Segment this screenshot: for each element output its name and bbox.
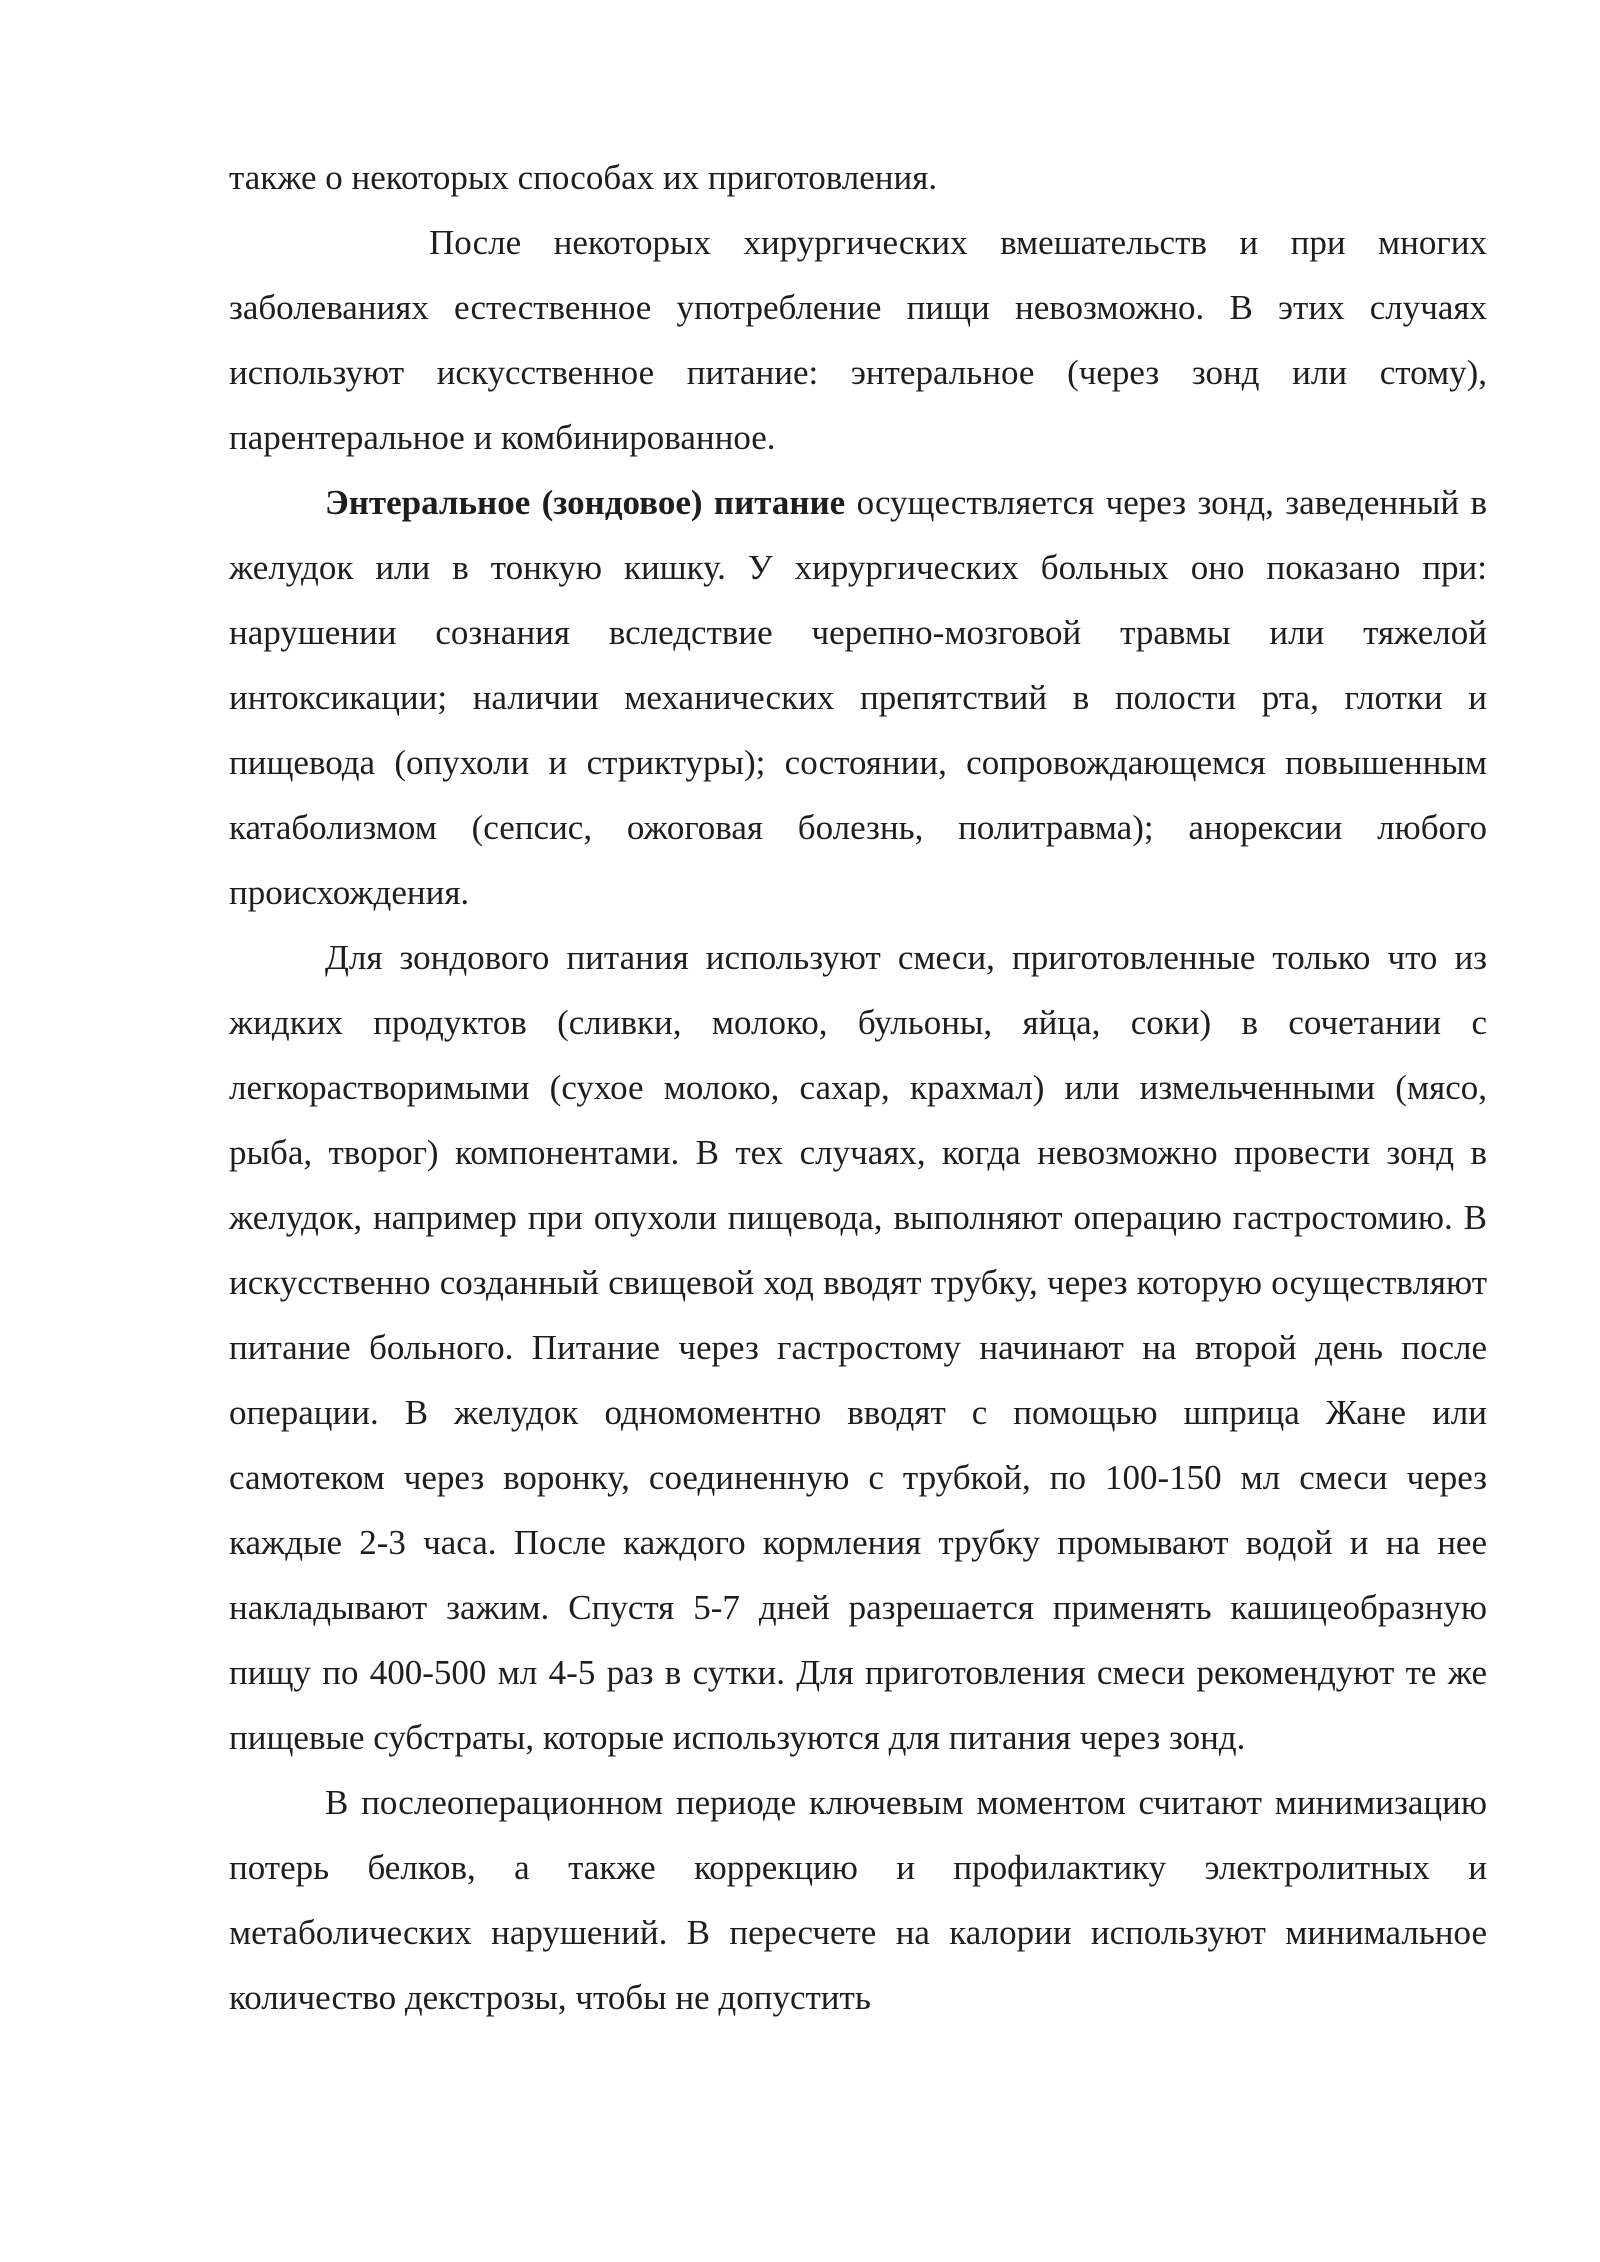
paragraph-artificial-nutrition: После некоторых хирургических вмешательств и при многих заболеваниях естественное употребление пищи невозможно. В этих случаях используют искусственное питание: энтеральное (через зонд или стому), парентеральное и комбинированное. — [229, 223, 1487, 457]
document-page — [229, 145, 1487, 2030]
bold-term: Энтеральное (зондовое) питание — [325, 483, 846, 522]
paragraph-tube-feeding: Для зондового питания используют смеси, приготовленные только что из жидких продуктов (сливки, молоко, бульоны, яйца, соки) в сочетании с легкорастворимыми (сухое молоко, сахар, крахмал) или измельченными (мясо, рыба, творог) компонентами. В тех случаях, когда невозможно провести зонд в желудок, например при опухоли пищевода, выполняют операцию гастростомию. В искусственно созданный свищевой ход вводят трубку, через которую осуществляют питание больного. Питание через гастростому начинают на второй день после операции. В желудок одномоментно вводят с помощью шприца Жане или самотеком через воронку, соединенную с трубкой, по 100-150 мл смеси через каждые 2-3 часа. После каждого кормления трубку промывают водой и на нее накладывают зажим. Спустя 5-7 дней разрешается применять кашицеобразную пищу по 400-500 мл 4-5 раз в сутки. Для приготовления смеси рекомендуют те же пищевые субстраты, которые используются для питания через зонд. — [229, 938, 1487, 1757]
paragraph-enteral-nutrition — [229, 470, 1487, 925]
paragraph-postoperative: В послеоперационном периоде ключевым моментом считают минимизацию потерь белков, а также коррекцию и профилактику электролитных и метаболических нарушений. В пересчете на калории используют минимальное количество декстрозы, чтобы не допустить — [229, 1783, 1487, 2017]
paragraph-continuation: также о некоторых способах их приготовления. — [229, 158, 938, 197]
paragraph-body: осуществляется через зонд, заведенный в желудок или в тонкую кишку. У хирургических больных оно показано при: нарушении сознания вследствие черепно-мозговой травмы или тяжелой интоксикации; наличии механических препятствий в полости рта, глотки и пищевода (опухоли и стриктуры); состоянии, сопровождающемся повышенным катаболизмом (сепсис, ожоговая болезнь, политравма); анорексии любого происхождения. — [229, 483, 1487, 912]
